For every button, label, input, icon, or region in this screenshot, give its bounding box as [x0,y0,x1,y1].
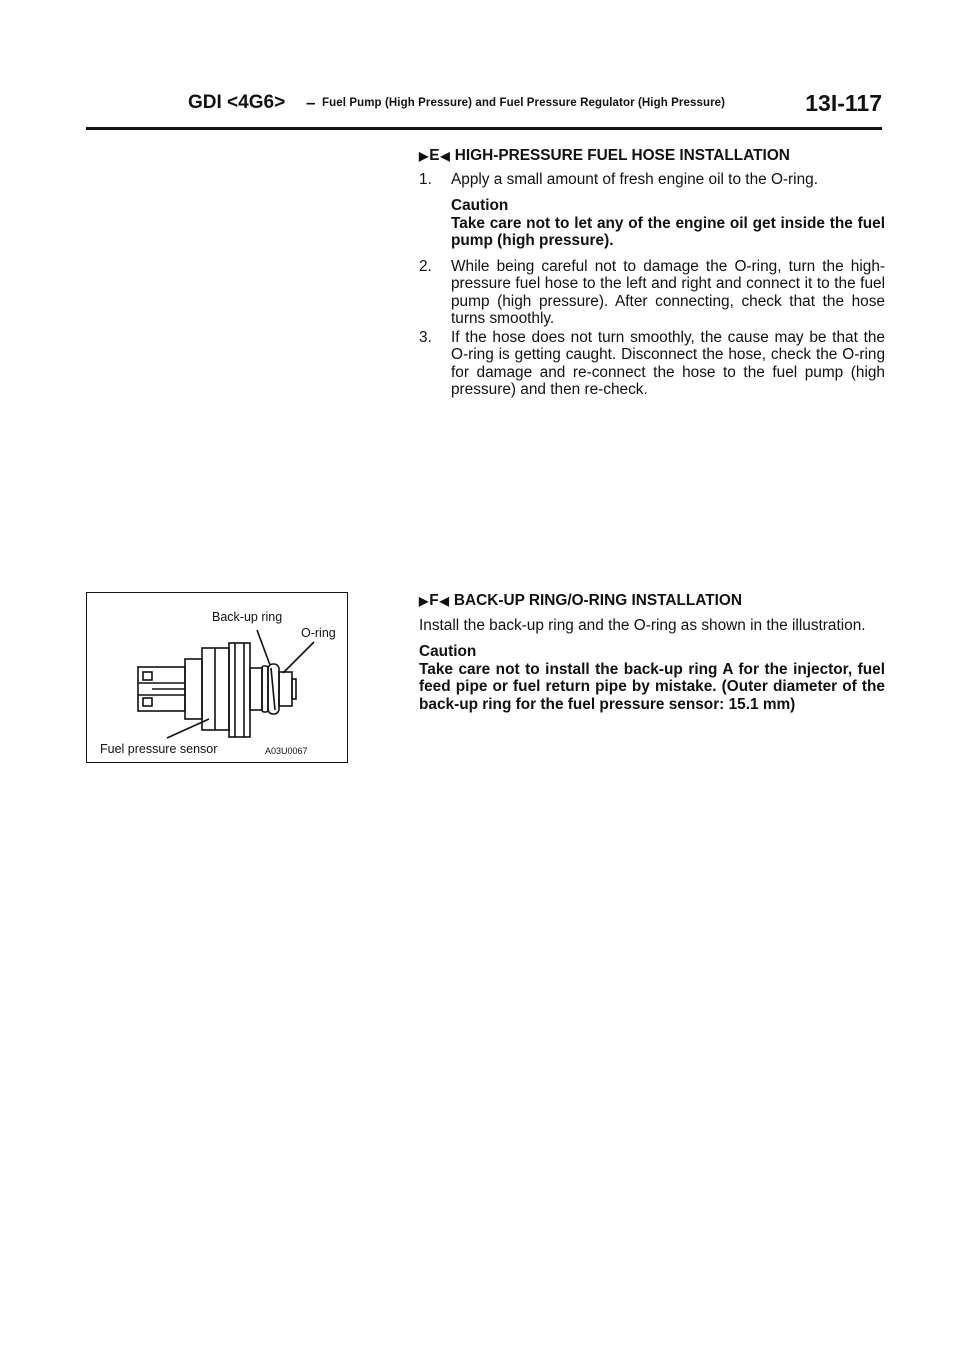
page-number: 13I-117 [805,90,882,116]
right-triangle-icon: ▶ [419,593,429,608]
section-f-title: BACK-UP RING/O-RING INSTALLATION [453,592,743,609]
right-triangle-icon: ▶ [419,148,429,163]
section-f-heading [419,592,885,610]
section-e [419,147,885,399]
step-2 [419,258,885,328]
section-f-caution [419,643,885,713]
section-f-marker [419,592,449,610]
step-1-number: 1. [419,170,432,188]
figure-illustration [86,592,348,763]
left-triangle-icon: ◀ [440,148,450,163]
section-f-letter: F [429,592,439,609]
label-fuel-pressure-sensor: Fuel pressure sensor [100,742,218,756]
section-e-heading [419,147,885,165]
header-dash: – [306,93,316,112]
header-rule [86,127,882,130]
left-triangle-icon: ◀ [439,593,449,608]
section-e-title: HIGH-PRESSURE FUEL HOSE INSTALLATION [454,147,790,164]
section-e-caution [451,197,885,250]
section-f [419,592,885,713]
figure-code: A03U0067 [265,746,308,756]
page-header [188,92,882,126]
o-ring-leader [283,642,314,673]
step-3 [419,329,885,399]
step-1-text: Apply a small amount of fresh engine oil to the O-ring. [451,170,819,188]
backup-ring [262,666,268,712]
backup-ring-leader [257,630,270,665]
step-2-text: While being careful not to damage the O-ring, turn the high-pressure fuel hose to the left and right and connect it to the fuel pump (high pressure). After connecting, check that the hose turns smoothly. [451,257,885,327]
section-f-caution-title: Caution [419,643,477,660]
section-f-body: Install the back-up ring and the O-ring as shown in the illustration. [419,616,866,634]
step-3-number: 3. [419,328,432,346]
header-subtitle: Fuel Pump (High Pressure) and Fuel Pressure Regulator (High Pressure) [322,97,726,109]
section-e-caution-title: Caution [451,197,509,214]
step-2-number: 2. [419,257,432,275]
label-o-ring: O-ring [301,626,336,640]
section-e-letter: E [429,147,440,164]
section-f-caution-text: Take care not to install the back-up ring A for the injector, fuel feed pipe or fuel return pipe by mistake. (Outer diameter of the back-up ring for the fuel pressure sensor: 15.1 mm) [419,660,885,713]
step-3-text: If the hose does not turn smoothly, the cause may be that the O-ring is getting caught. Disconnect the hose, check the O-ring for damage and re-connect the hose to the fuel pump (high pressure) and then re-check. [451,328,885,398]
header-model: GDI <4G6> [188,92,286,113]
section-e-caution-text: Take care not to let any of the engine oil get inside the fuel pump (high pressure). [451,214,885,249]
section-e-marker [419,147,450,165]
label-backup-ring: Back-up ring [212,610,283,624]
sensor-flange [229,643,250,737]
step-1 [419,171,885,189]
